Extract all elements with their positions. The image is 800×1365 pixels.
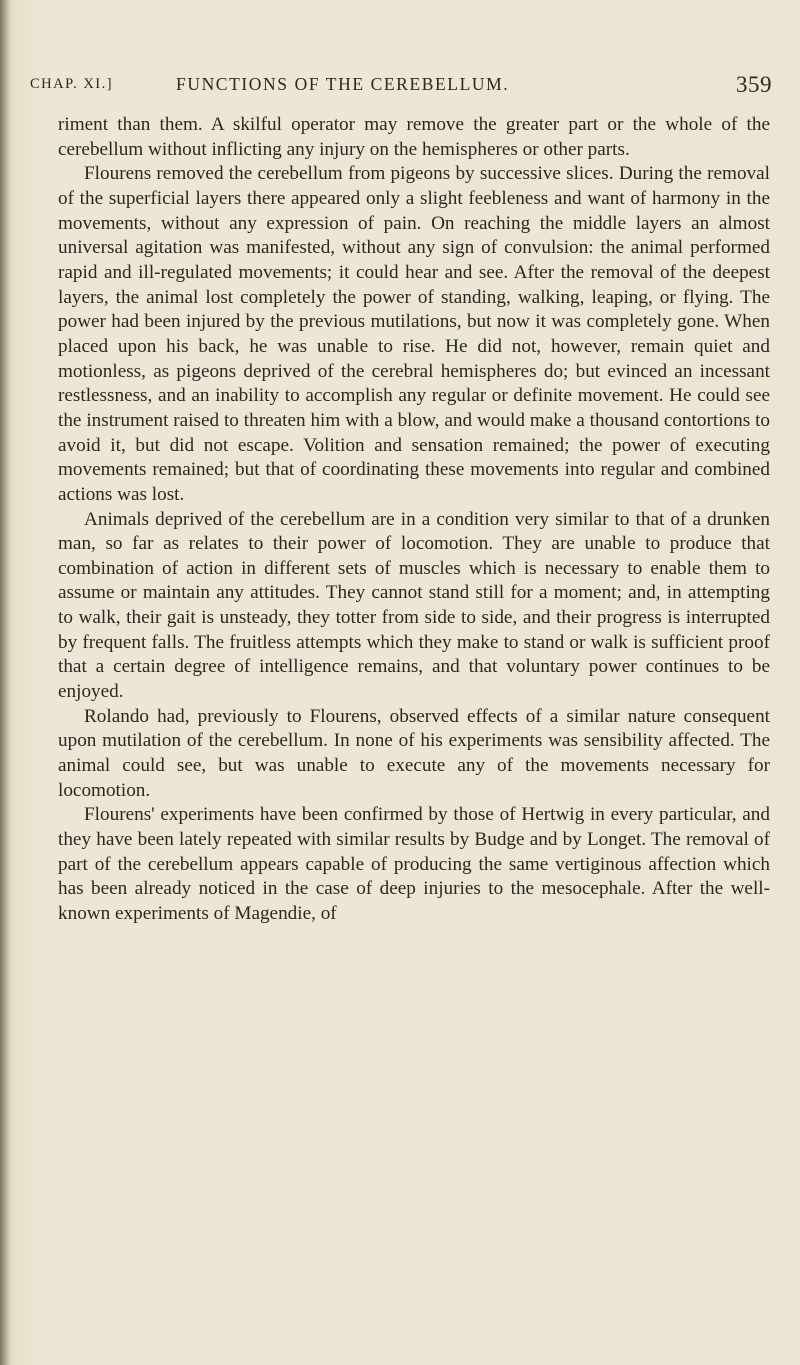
page-number: 359 [736, 72, 772, 97]
chapter-label: CHAP. XI.] [30, 76, 114, 92]
body-text [58, 113, 770, 927]
paragraph-rolando: Rolando had, previously to Flourens, observed effects of a similar nature consequent upon mutilation of the cerebellum. In none of his experiments was sensibility affected. The animal could see, but was unable to execute any of the movements necessary for locomotion. [58, 705, 770, 801]
page-title: FUNCTIONS OF THE CEREBELLUM. [176, 74, 510, 94]
paragraph-drunken-man: Animals deprived of the cerebellum are in a condition very similar to that of a drunken man, so far as relates to their power of locomotion. They are unable to produce that combination of action in different sets of muscles which is necessary to enable them to assume or maintain any attitudes. They cannot stand still for a moment; and, in attempting to walk, their gait is unsteady, they totter from side to side, and their progress is interrupted by frequent falls. The fruitless attempts which they make to stand or walk is sufficient proof that a certain degree of intelligence remains, and that voluntary power continues to be enjoyed. [58, 508, 770, 703]
running-head [30, 74, 772, 100]
paragraph-hertwig: Flourens' experiments have been confirmed by those of Hertwig in every particular, and they have been lately repeated with similar results by Budge and by Longet. The removal of part of the cerebellum appears capable of producing the same vertiginous affection which has been already noticed in the case of deep injuries to the mesocephale. After the well-known experiments of Magendie, of [58, 804, 770, 924]
paragraph-continuation: riment than them. A skilful operator may remove the greater part or the whole of the cerebellum without inflicting any injury on the hemispheres or other parts. [58, 114, 770, 160]
paragraph-flourens-pigeons: Flourens removed the cerebellum from pigeons by successive slices. During the removal of the superficial layers there appeared only a slight feebleness and want of harmony in the movements, without any expression of pain. On reaching the middle layers an almost universal agitation was manifested, without any sign of convulsion: the animal performed rapid and ill-regulated movements; it could hear and see. After the removal of the deepest layers, the animal lost completely the power of standing, walking, leaping, or flying. The power had been injured by the previous mutilations, but now it was completely gone. When placed upon his back, he was unable to rise. He did not, however, remain quiet and motionless, as pigeons deprived of the cerebral hemispheres do; but evinced an incessant restlessness, and an inability to accomplish any regular or definite movement. He could see the instrument raised to threaten him with a blow, and would make a thousand contortions to avoid it, but did not escape. Volition and sensation remained; the power of executing movements remained; but that of coordinating these movements into regular and combined actions was lost. [58, 163, 770, 505]
binding-shadow [0, 0, 10, 1365]
